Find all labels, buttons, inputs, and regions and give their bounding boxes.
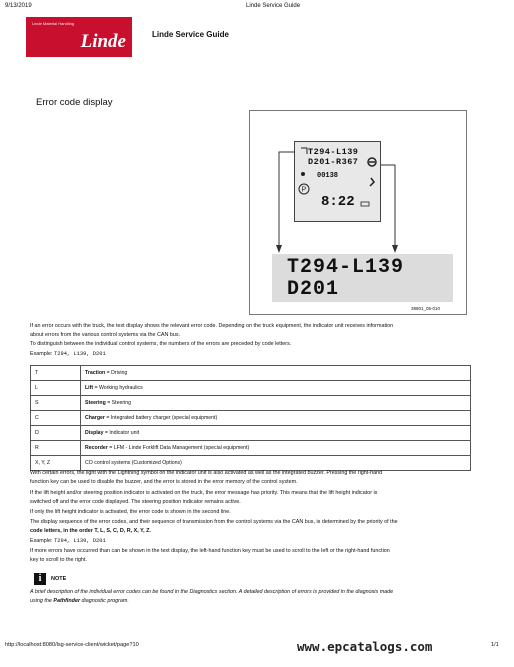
- code-description-cell: [81, 441, 471, 456]
- code-description-cell: [81, 381, 471, 396]
- intro-paragraph-2: about errors from the various control systems via the CAN bus.: [30, 332, 181, 338]
- code-meaning: CO control systems (Customized Options): [85, 460, 182, 466]
- example-label-2: Example:: [30, 538, 53, 544]
- error-code-table: [30, 365, 471, 471]
- table-row: [31, 441, 471, 456]
- code-system-name: Display: [85, 430, 104, 436]
- intro-paragraph-3: To distinguish between the individual control systems, the numbers of the errors are preceded by code letters.: [30, 341, 292, 347]
- intro-paragraph-1: If an error occurs with the truck, the text display shows the relevant error code. Depending on the truck equipment, the indicator unit receives information: [30, 323, 394, 329]
- print-date: 9/13/2019: [5, 3, 32, 9]
- table-row: [31, 411, 471, 426]
- buzzer-paragraph-1: With certain errors, the light with the Lightning symbol on the indicator unit is also activated as well as the integrated buzzer. Pressing the right-hand: [30, 470, 383, 476]
- scroll-paragraph-2: key to scroll to the right.: [30, 557, 87, 563]
- code-meaning: = Integrated battery charger (special equipment): [104, 415, 218, 421]
- note-text-2: [30, 597, 129, 606]
- example-label: Example:: [30, 351, 53, 357]
- logo-tagline: Linde Material Handling: [32, 21, 75, 26]
- note-text-1: A brief description of the individual error codes can be found in the Diagnostics section. A detailed description of errors is provided in the diagnosis made: [30, 589, 394, 595]
- info-icon: i: [34, 573, 46, 585]
- lift-height-paragraph: If only the lift height indicator is activated, the error code is shown in the second line.: [30, 509, 231, 515]
- table-row: [31, 426, 471, 441]
- lcd-line-2: D201-R367: [308, 157, 359, 167]
- table-row: [31, 396, 471, 411]
- code-meaning: = LFM - Linde Forklift Data Management (special equipment): [107, 445, 250, 451]
- code-description-cell: [81, 396, 471, 411]
- note-text-2-bold: Pathfinder: [53, 598, 81, 604]
- code-description-cell: [81, 411, 471, 426]
- code-system-name: Lift: [85, 385, 94, 391]
- figure-id: 38801_05-010: [411, 306, 441, 311]
- sequence-paragraph-1: The display sequence of the error codes, and their sequence of transmission from the control systems via the CAN bus, is determined by the priority of the: [30, 519, 398, 525]
- code-system-name: Recorder: [85, 445, 108, 451]
- linde-logo: [26, 17, 132, 57]
- sequence-paragraph-2: code letters, in the order T, L, S, C, D, R, X, Y, Z.: [30, 528, 151, 534]
- buzzer-paragraph-2: function key can be used to disable the buzzer, and the error is stored in the error memory of the control system.: [30, 479, 298, 485]
- priority-paragraph-2: switched off and the error code displayed. The steering position indicator remains active.: [30, 499, 241, 505]
- code-meaning: = Driving: [105, 370, 128, 376]
- print-header-title: Linde Service Guide: [246, 3, 301, 9]
- zoomed-error-code: [272, 254, 453, 302]
- code-description-cell: [81, 366, 471, 381]
- code-letter-cell: C: [31, 411, 81, 426]
- code-letter-cell: D: [31, 426, 81, 441]
- lcd-line-1: T294-L139: [308, 147, 359, 157]
- table-row: [31, 366, 471, 381]
- code-description-cell: [81, 426, 471, 441]
- watermark: www.epcatalogs.com: [297, 639, 433, 654]
- code-system-name: Steering: [85, 400, 106, 406]
- example-line-1: [30, 350, 106, 359]
- code-letter-cell: T: [31, 366, 81, 381]
- code-meaning: = Steering: [105, 400, 131, 406]
- zoom-line-2: D201: [287, 278, 340, 301]
- example-codes-2: T294, L139, D201: [53, 538, 106, 544]
- priority-paragraph-1: If the lift height and/or steering position indicator is activated on the truck, the error message has priority. This means that the lift height indicator is: [30, 490, 378, 496]
- print-footer-page: 1/1: [491, 642, 499, 648]
- lcd-hours: 00138: [317, 172, 339, 180]
- print-footer-url: http://localhost:8080/lsg-service-client/wicket/page?10: [5, 642, 139, 648]
- example-line-2: [30, 537, 106, 546]
- code-system-name: Charger: [85, 415, 105, 421]
- code-letter-cell: L: [31, 381, 81, 396]
- code-meaning: = Indicator unit: [103, 430, 140, 436]
- code-meaning: = Working hydraulics: [93, 385, 143, 391]
- document-title: Linde Service Guide: [152, 30, 229, 39]
- code-system-name: Traction: [85, 370, 106, 376]
- code-letter-cell: S: [31, 396, 81, 411]
- scroll-paragraph-1: If more errors have occurred than can be shown in the text display, the left-hand function key must be used to scroll to the left or the right-hand function: [30, 548, 390, 554]
- zoom-line-1: T294-L139: [287, 256, 405, 279]
- note-text-2-pre: using the: [30, 598, 54, 604]
- logo-brand: Linde: [80, 31, 126, 52]
- callout-arrows: [249, 110, 467, 260]
- code-letter-cell: X, Y, Z: [31, 456, 81, 471]
- lcd-time: 8:22: [321, 194, 355, 210]
- table-row: [31, 381, 471, 396]
- section-title: Error code display: [36, 97, 113, 108]
- svg-text:P: P: [301, 186, 307, 194]
- note-text-2-post: diagnostic program.: [80, 598, 129, 604]
- note-label: NOTE: [51, 576, 67, 582]
- example-codes: T294, L139, D201: [53, 351, 106, 357]
- code-letter-cell: R: [31, 441, 81, 456]
